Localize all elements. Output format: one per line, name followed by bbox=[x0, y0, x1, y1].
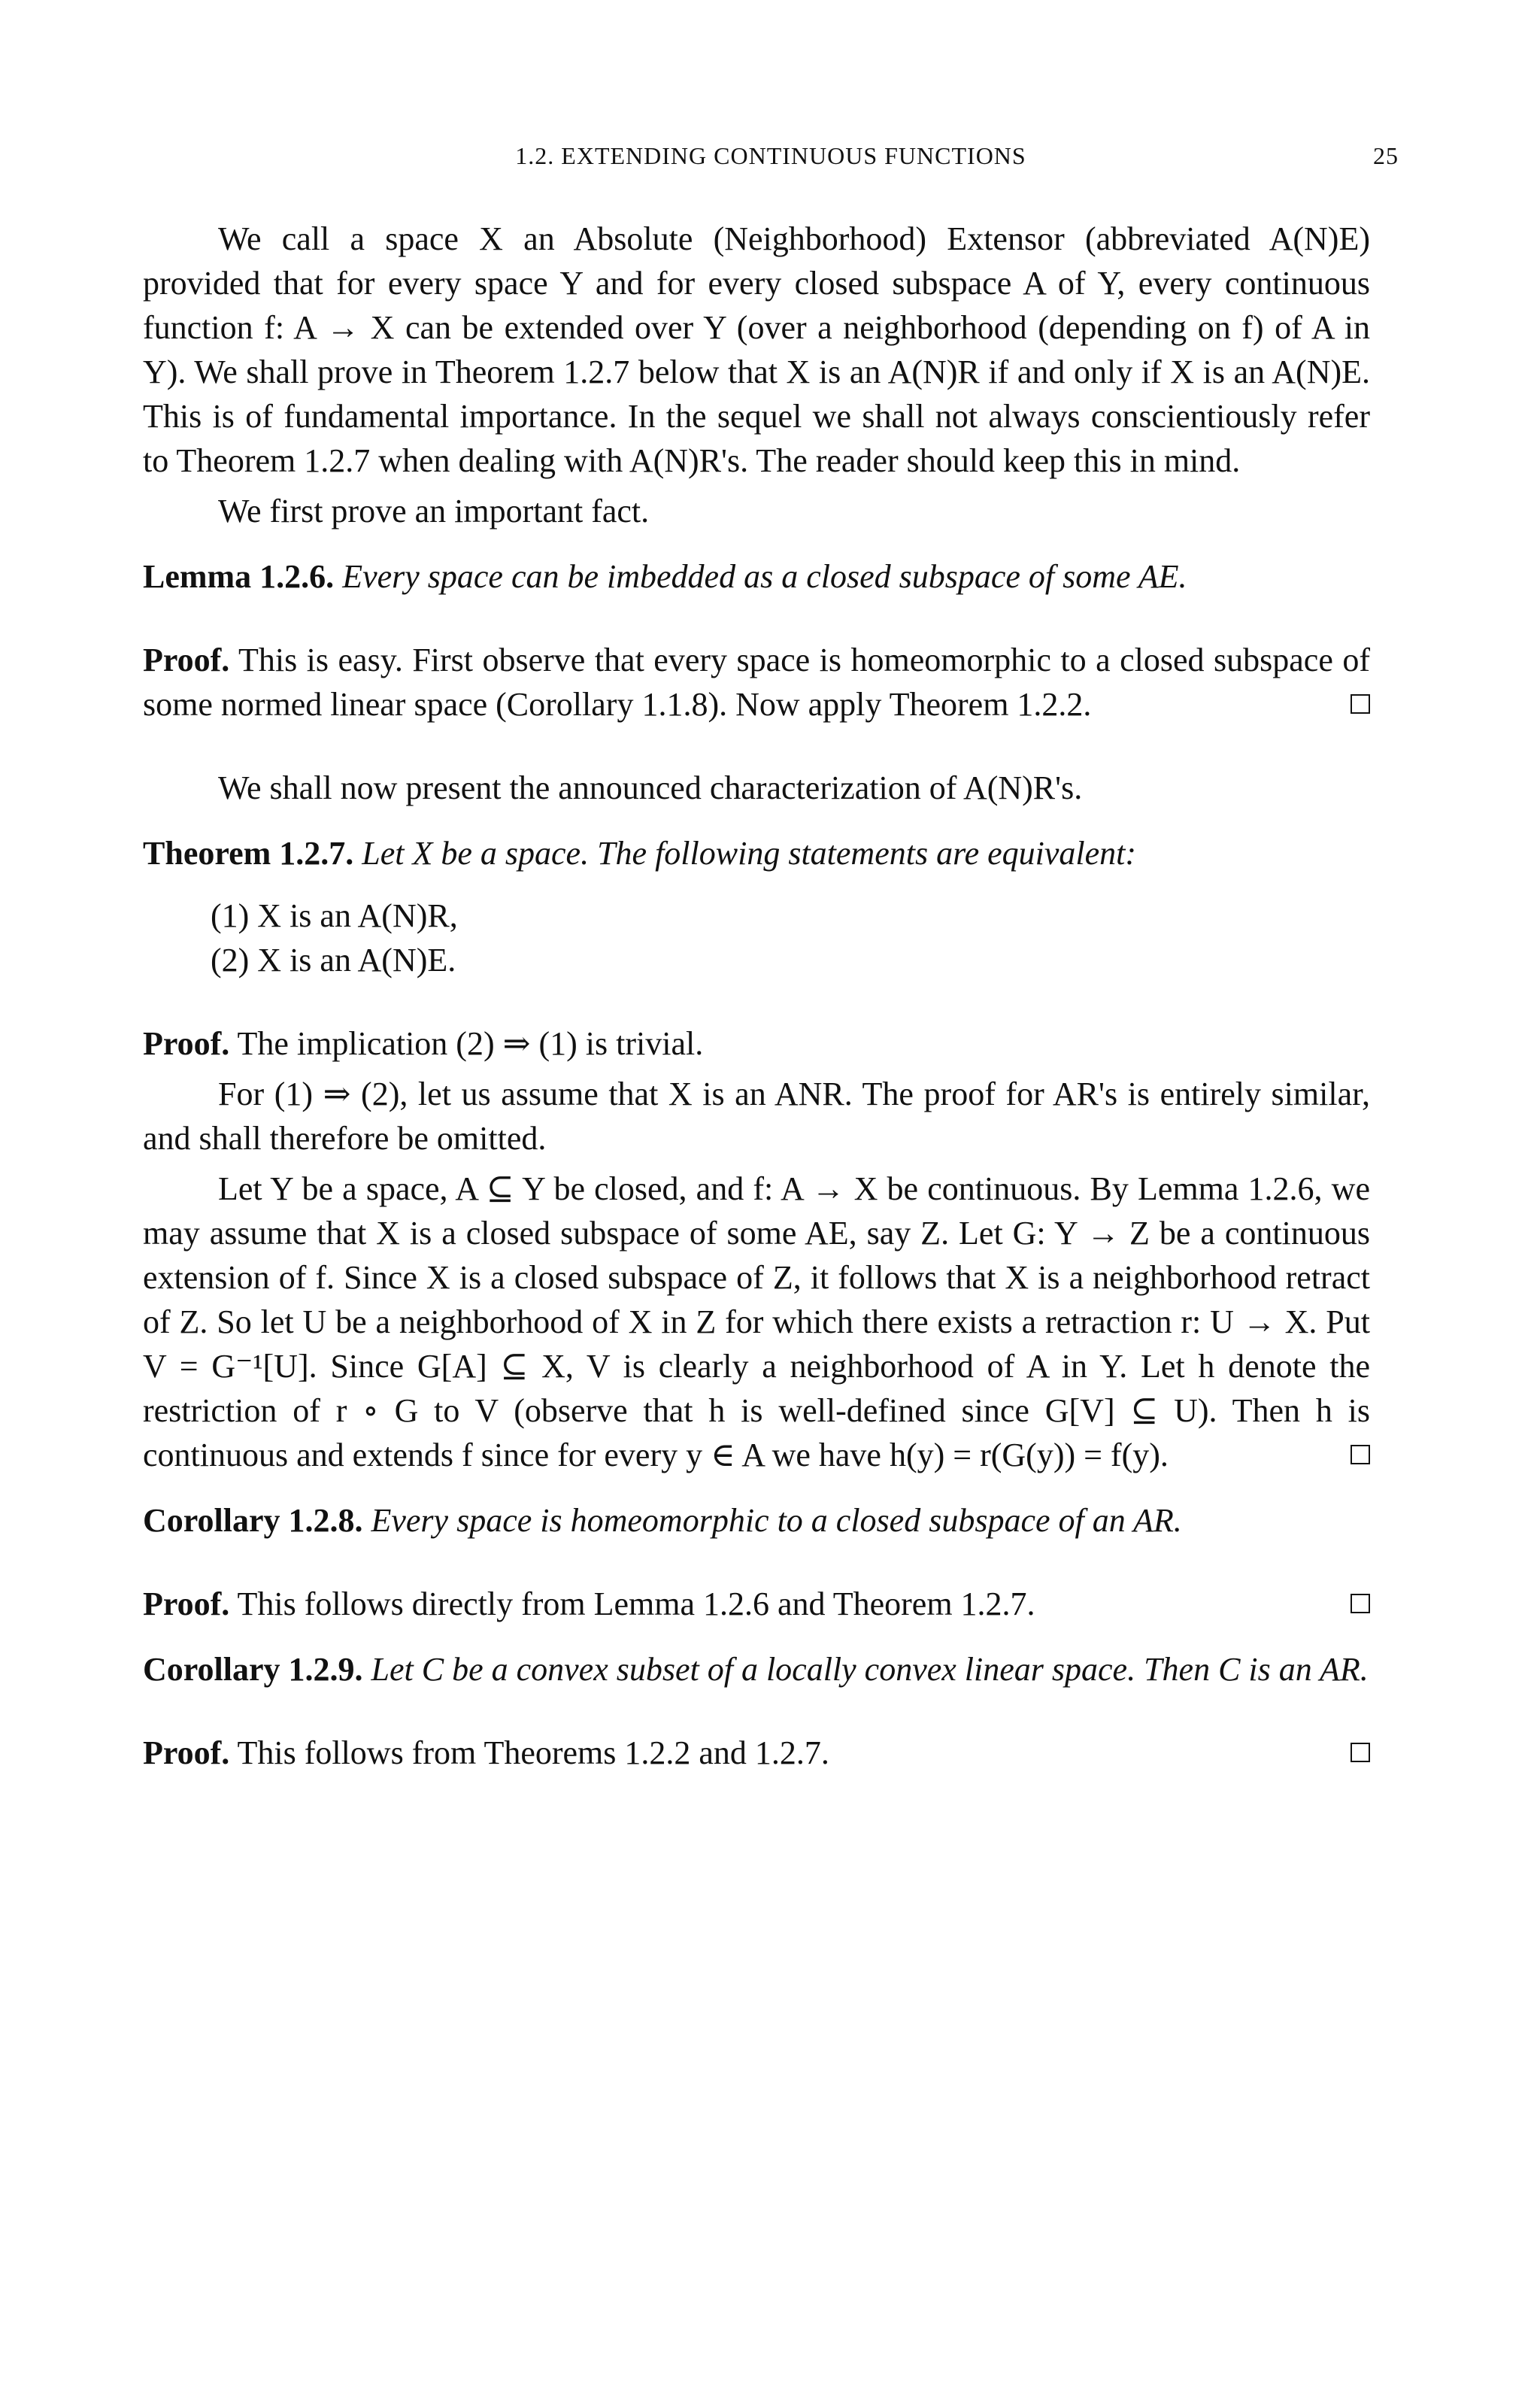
proof-label: Proof. bbox=[143, 1025, 230, 1062]
lemma-statement: Every space can be imbedded as a closed subspace of some AE. bbox=[342, 558, 1187, 595]
lemma-proof bbox=[143, 638, 1370, 727]
corollary-statement: Let C be a convex subset of a locally convex linear space. Then C is an AR. bbox=[371, 1651, 1369, 1688]
paragraph-definition: We call a space X an Absolute (Neighborhood) Extensor (abbreviated A(N)E) provided that for every space Y and for every closed subspace A of Y, every continuous function f: A → X can be extended over Y (over a neighborhood (depending on f) of A in Y). We shall prove in Theorem 1.2.7 below that X is an A(N)R if and only if X is an A(N)E. This is of fundamental importance. In the sequel we shall not always conscientiously refer to Theorem 1.2.7 when dealing with A(N)R's. The reader should keep this in mind. bbox=[143, 220, 1370, 479]
qed-box-icon bbox=[1351, 1445, 1370, 1464]
proof-text: This is easy. First observe that every space is homeomorphic to a closed subspace of some normed linear space (Corollary 1.1.8). Now apply Theorem 1.2.2. bbox=[143, 642, 1370, 723]
lemma-1-2-6 bbox=[143, 554, 1370, 599]
page-number: 25 bbox=[1373, 142, 1399, 169]
theorem-statement: Let X be a space. The following statements are equivalent: bbox=[362, 835, 1137, 872]
corollary-1-2-8-proof bbox=[143, 1582, 1370, 1626]
corollary-label: Corollary 1.2.9. bbox=[143, 1651, 363, 1688]
page-body bbox=[143, 217, 1370, 1775]
paragraph-characterization: We shall now present the announced characterization of A(N)R's. bbox=[218, 769, 1083, 806]
theorem-label: Theorem 1.2.7. bbox=[143, 835, 354, 872]
corollary-label: Corollary 1.2.8. bbox=[143, 1502, 363, 1539]
proof-text: This follows from Theorems 1.2.2 and 1.2.7. bbox=[237, 1734, 829, 1771]
theorem-proof-part-2: For (1) ⇒ (2), let us assume that X is an ANR. The proof for AR's is entirely similar, and shall therefore be omitted. bbox=[143, 1076, 1370, 1157]
theorem-item: (2) X is an A(N)E. bbox=[211, 942, 456, 979]
qed-box-icon bbox=[1351, 1594, 1370, 1613]
corollary-1-2-9 bbox=[143, 1647, 1370, 1692]
corollary-1-2-9-proof bbox=[143, 1731, 1370, 1775]
corollary-statement: Every space is homeomorphic to a closed subspace of an AR. bbox=[371, 1502, 1182, 1539]
proof-label: Proof. bbox=[143, 1585, 230, 1622]
proof-text: The implication (2) ⇒ (1) is trivial. bbox=[237, 1025, 704, 1062]
qed-box-icon bbox=[1351, 1743, 1370, 1762]
running-title: 1.2. EXTENDING CONTINUOUS FUNCTIONS bbox=[515, 142, 1026, 169]
paragraph-intro-lemma: We first prove an important fact. bbox=[218, 493, 650, 529]
theorem-proof-part-3 bbox=[143, 1167, 1370, 1477]
qed-box-icon bbox=[1351, 694, 1370, 714]
running-head bbox=[143, 134, 1399, 171]
theorem-proof bbox=[143, 1021, 1370, 1066]
corollary-1-2-8 bbox=[143, 1498, 1370, 1543]
proof-label: Proof. bbox=[143, 642, 230, 678]
theorem-1-2-7 bbox=[143, 831, 1370, 875]
proof-text: This follows directly from Lemma 1.2.6 and Theorem 1.2.7. bbox=[237, 1585, 1035, 1622]
theorem-items bbox=[143, 894, 1370, 982]
lemma-label: Lemma 1.2.6. bbox=[143, 558, 335, 595]
proof-text: Let Y be a space, A ⊆ Y be closed, and f: A → X be continuous. By Lemma 1.2.6, we may assume that X is a closed subspace of some AE, say Z. Let G: Y → Z be a continuous extension of f. Since X is a closed subspace of Z, it follows that X is a neighborhood retract of Z. So let U be a neighborhood of X in Z for which there exists a retraction r: U → X. Put V = G⁻¹[U]. Since G[A] ⊆ X, V is clearly a neighborhood of A in Y. Let h denote the restriction of r ∘ G to V (observe that h is well-defined since G[V] ⊆ U). Then h is continuous and extends f since for every y ∈ A we have h(y) = r(G(y)) = f(y). bbox=[143, 1170, 1370, 1473]
theorem-item: (1) X is an A(N)R, bbox=[211, 897, 458, 934]
proof-label: Proof. bbox=[143, 1734, 230, 1771]
